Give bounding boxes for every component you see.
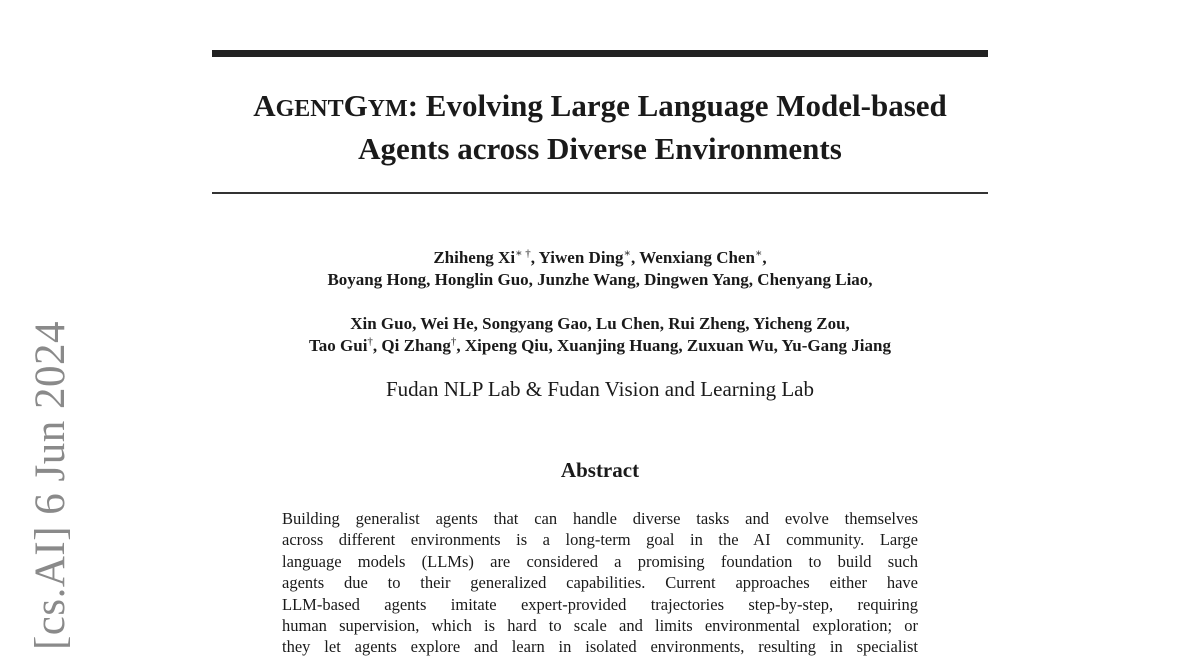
author-name: Tao Gui — [308, 336, 368, 355]
abstract-line: language models (LLMs) are considered a promising foundation to build such — [282, 551, 918, 571]
affiliation: Fudan NLP Lab & Fudan Vision and Learning Lab — [385, 377, 814, 401]
author-name: , Qi Zhang — [372, 336, 451, 355]
author-list-group-2 — [212, 313, 988, 357]
title-bottom-rule — [212, 192, 988, 194]
author-footnote-marks: † — [367, 335, 373, 348]
author-name: , Yiwen Ding — [530, 248, 624, 267]
arxiv-identifier-stamp — [27, 320, 75, 650]
abstract-line: human supervision, which is hard to scale and limits environmental exploration; or — [282, 616, 918, 636]
abstract-line: Building generalist agents that can handle diverse tasks and evolve themselves — [282, 509, 918, 528]
abstract-line: agents due to their generalized capabilities. Current approaches either have — [282, 573, 918, 593]
arxiv-stamp-text: [cs.AI] 6 Jun 2024 — [27, 320, 75, 650]
title-smallcaps-g-cap: G — [343, 88, 368, 123]
author-footnote-marks: † — [450, 335, 457, 348]
abstract-line: across different environments is a long-term goal in the AI community. Large — [282, 530, 918, 550]
author-names-rest: , Xipeng Qiu, Xuanjing Huang, Zuxuan Wu, Yu-Gang Jiang — [456, 336, 891, 355]
author-footnote-marks: ∗ — [623, 247, 632, 260]
title-smallcaps-a-cap: A — [253, 88, 276, 123]
abstract-line: LLM-based agents imitate expert-provided trajectories step-by-step, requiring — [282, 594, 918, 614]
author-separator: , — [762, 248, 767, 267]
title-smallcaps-a-rest: GENT — [275, 96, 344, 122]
author-footnote-marks: ∗ † — [515, 247, 531, 260]
paper-title — [212, 86, 988, 169]
title-line-1 — [253, 88, 947, 123]
title-line-2: Agents across Diverse Environments — [358, 131, 842, 166]
author-footnote-marks: ∗ — [754, 247, 763, 260]
abstract-line: they let agents explore and learn in isolated environments, resulting in specialist — [282, 637, 918, 657]
author-line-4 — [212, 335, 988, 357]
author-line-1 — [212, 247, 988, 269]
author-name: , Wenxiang Chen — [631, 248, 755, 267]
author-name: Zhiheng Xi — [433, 248, 516, 267]
title-smallcaps-g-rest: YM — [367, 96, 408, 122]
title-line-1-rest: : Evolving Large Language Model-based — [407, 88, 947, 123]
abstract-heading: Abstract — [560, 458, 640, 482]
author-line-2: Boyang Hong, Honglin Guo, Junzhe Wang, Dingwen Yang, Chenyang Liao, — [327, 270, 873, 289]
author-line-3: Xin Guo, Wei He, Songyang Gao, Lu Chen, Rui Zheng, Yicheng Zou, — [350, 314, 850, 333]
author-list-group-1 — [212, 247, 988, 291]
title-top-rule — [212, 50, 988, 57]
abstract-body — [282, 508, 918, 658]
